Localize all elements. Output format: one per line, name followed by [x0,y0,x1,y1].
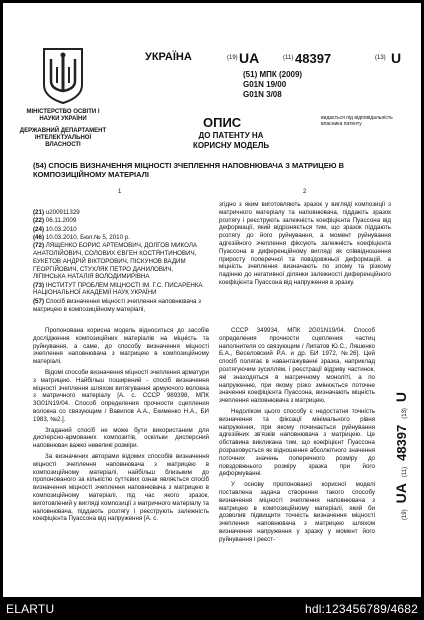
classification-block [243,70,302,100]
country-code: UA [239,50,260,66]
paragraph: За визначених авторами відомих способів визначення міцності зчеплення наповнювача з матрицею в композиційному матеріалі, найбільш близьким до пропонованого за кількістю суттєвих ознак являється спосіб визначення міцності зчеплення наповнювача з матрицею в композиційному матеріалі, під час якого зразок, виготовлений у вигляді композиції з матричного матеріалу та наповнювача, піддають розтягу і реєструють залежність коефіцієнта Пуассона від напруження [А. с. [33,452,209,523]
vertical-country-code: UA [393,483,409,504]
repository-name: ELARTU [6,601,55,616]
inid-code-19: (19) [227,55,238,61]
description-right-column [219,327,375,547]
document-title: ОПИС [203,115,242,130]
biblio-row: (46) 10.03.2010, Бюл.№ 5, 2010 р. [33,233,130,241]
mpk-code-1: G01N 19/00 [243,80,287,89]
vertical-patent-number: 48397 [394,424,409,461]
status-bar [0,597,424,620]
vertical-inid-19: (19) [402,509,408,521]
mpk-code-2: G01N 3/08 [243,90,282,99]
ukraine-trident-emblem-icon [41,47,85,105]
mpk-label: (51) МПК (2009) [243,70,303,79]
biblio-row-owner: (73) ІНСТИТУТ ПРОБЛЕМ МІЦНОСТІ ІМ. Г.С. ПИСАРЕНКА НАЦІОНАЛЬНОЇ АКАДЕМІЇ НАУК УКРАЇНИ [33,281,203,297]
column-number-left: 1 [118,189,122,195]
bibliographic-data [33,209,205,314]
patent-number: 48397 [295,51,332,66]
vertical-kind-code: U [393,391,409,403]
vertical-inid-11: (11) [402,466,408,478]
biblio-row: (24) 10.03.2010 [33,225,77,233]
biblio-row: (22) 06.11.2009 [33,217,77,225]
inid-code-11: (11) [283,55,294,61]
ministry-name: МІНІСТЕРСТВО ОСВІТИ І НАУКИ УКРАЇНИ [26,109,100,122]
responsibility-notice: видається під відповідальність власника патенту [321,115,393,127]
vertical-inid-13: (13) [402,408,408,419]
patent-page [3,3,421,597]
paragraph: Відомі способи визначення міцності зчеплення арматури з матрицею. Найбільш поширений - спосіб визначення міцності зчеплення шляхом витягування армуючого волокна з матричного матеріалу [А. с. СССР 989398, МПК 3G01N19/04. Способ определения прочности сцепления волокна со связующим / Вавилов А.А., Екименко Н.А., БИ 1983, №2.]. [33,368,209,423]
paragraph: Згаданий спосіб не може бути використаним для дисперсно-армованих композитів, оскільки дисперсний наповнювач важко невеликі розміри. [33,426,209,450]
description-left-column [33,327,209,526]
kind-code: U [391,50,402,66]
paragraph: СССР 349934, МПК 2G01N19/04. Способ определения прочности сцепления частиц наполнителя со связующим / Липатов Ю.С., Ляшенко Б.А., Веселовский Р.А. и др. БИ 1972, №26]. Цей спосіб полягає в навантажуванні зразка, наприклад розтягуючим зусиллям, і реєстрації відриву частинок, які знаходяться в матричному моноліті, а по напруженню, при якому різко змінюється поточне значення коефіцієнта Пуассона, визначають міцність зчеплення наповнювача з матрицею. [219,327,375,405]
paragraph: Недоліком цього способу є недостатня точність визначення та фіксації мінімального рівня напруження, при якому починається руйнування адгезійних зв'язків наповнювача з матрицею. Це обставина викликана тим, що коефіцієнт Пуассона розраховується як відношення абсолютного значення поточних значень поперечного розміру до повздовжнього розміру зразка при його деформуванні. [219,407,375,478]
biblio-row-claim: (57) Спосіб визначення міцності зчеплення наповнювача з матрицею в композиційному матеріалі, [33,297,202,313]
column-number-right: 2 [303,189,307,195]
handle-link[interactable]: hdl:123456789/4682 [304,601,418,616]
biblio-row: (21) u200911329 [33,209,80,216]
paragraph: Пропонована корисна модель відноситься до засобів дослідження композиційних матеріалів на міцність та руйнування, а саме, до способу визначення міцності зчеплення наповнювача з матрицею в композиційному матеріалі. [33,327,209,366]
department-name: ДЕРЖАВНИЙ ДЕПАРТАМЕНТ ІНТЕЛЕКТУАЛЬНОЇ ВЛАСНОСТІ [19,128,107,148]
inid-code-13: (13) [375,55,386,61]
document-subtitle: ДО ПАТЕНТУ НА КОРИСНУ МОДЕЛЬ [192,131,270,150]
country-name: УКРАЇНА [145,51,192,63]
paragraph: У основу пропонованої корисної моделі поставлена задача створення такого способу визначення міцності зчеплення наповнювача з матрицею в композиційному матеріалі, який би дозволив підвищити точність визначення міцності зчеплення наповнювача з матрицею шляхом визначення напруження у зразку у момент його руйнування і реєст- [219,481,375,543]
invention-title: (54) СПОСІБ ВИЗНАЧЕННЯ МІЦНОСТІ ЗЧЕПЛЕННЯ НАПОВНЮВАЧА З МАТРИЦЕЮ В КОМПОЗИЦІЙНОМУ МАТЕРІАЛІ [33,161,345,179]
vertical-patent-id [383,325,419,587]
claim-continuation: згідно з яким виготовляють зразок у вигляді композиції з матричного матеріалу та наповнювача, піддають зразок розтягу і реєструють залежність коефіцієнта Пуассона від деформації, який відрізняється тим, що зразок піддають розтягу до його руйнування, а момент руйнування адгезійного зчеплення фіксують залежність коефіцієнта Пуассона в диференційному вигляді як співвідношення приросту поперечної та повздовжньої деформацій, а міцність зчеплення визначають по злому та різкому падінню до негативної ділянки залежності диференційного коефіцієнта Пуассона від напруження в зразку. [219,201,391,286]
biblio-row-inventors: (72) ЛЯЩЕНКО БОРИС АРТЕМОВИЧ, ДОЛГОВ МИКОЛА АНАТОЛІЙОВИЧ, СОЛОВИХ ЄВГЕН КОСТЯНТИНОВИЧ, БУКЕТОВ АНДРІЙ ВІКТОРОВИЧ, ПІСКУНОВ ВАДИМ ГЕОРГІЙОВИЧ, СТУХЛЯК ПЕТРО ДАНИЛОВИЧ, ЛІПІНСЬКА НАТАЛІЯ ВОЛОДИМИРІВНА [33,242,198,281]
